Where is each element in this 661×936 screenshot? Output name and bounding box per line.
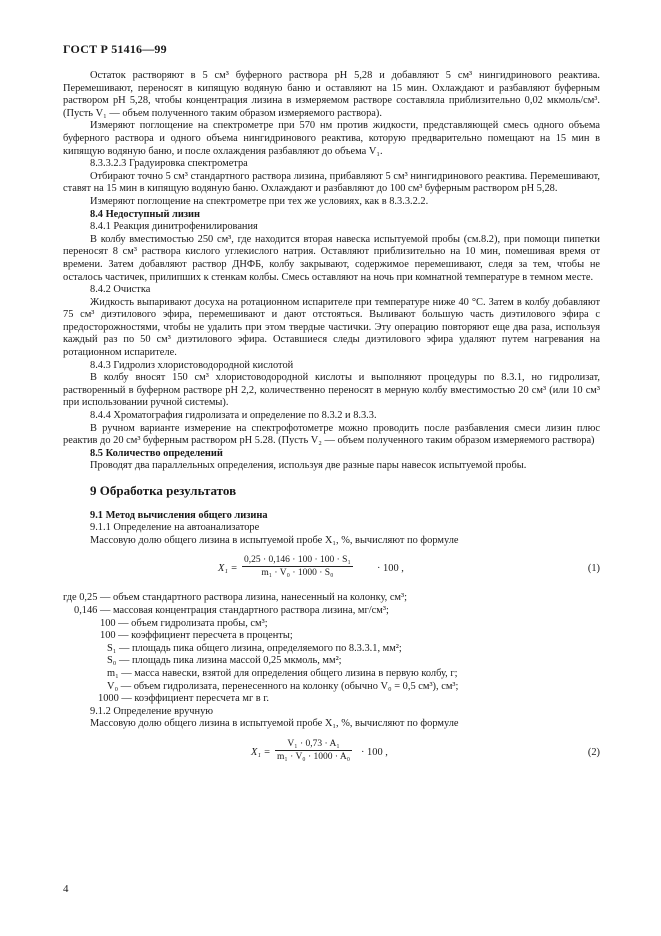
paragraph-list [63,70,600,473]
paragraph: Жидкость выпаривают досуха на ротационном испарителе при температуре ниже 40 °С. Затем в колбу добавляют 75 см³ диэтилового эфира, перемешивают и дают отстояться. Выливают большую часть диэтилового эфира с предосторожностями, чтобы не удалить при этом твердые частички. Эту операцию повторяют еще два раза, используя каждый раз по 50 см³ диэтилового эфира. Оставшиеся следы диэтилового эфира удаляют путем нагревания на ротационном испарителе. [63,296,600,359]
formula-denominator: m₁ · V₀ · 1000 · A₀ [277,751,351,762]
paragraph: В колбу вместимостью 250 см³, где находится вторая навеска испытуемой пробы (см.8.2), при помощи пипетки переносят 8 см³ раствора кислого углекислого натрия. Оставляют приблизительно на 10 мин, помешивая время от времени. Затем добавляют раствор ДНФБ, колбу закрывают, содержимое перемешивают, следя за тем, чтобы не осталось частичек, прилипших к стенкам колбы. Смесь оставляют на ночь при комнатной температуре в темном месте. [63,233,600,283]
paragraph: 8.4.3 Гидролиз хлористоводородной кислотой [90,359,294,371]
paragraph: 8.4 Недоступный лизин [90,208,201,220]
formula-lhs: X₁ = [251,746,271,758]
definition-line: S₁ — площадь пика общего лизина, определяемого по 8.3.3.1, мм²; [107,642,402,654]
paragraph: 8.5 Количество определений [90,447,223,459]
formula-denominator: m₁ · V₀ · 1000 · S₀ [261,568,334,579]
formula-fraction [242,554,353,579]
formula-rhs: · 100 , [377,563,404,575]
paragraph: Остаток растворяют в 5 см³ буферного раствора рН 5,28 и добавляют 5 см³ нингидринового реактива. Перемешивают, переносят в кипящую водяную баню и оставляют на 15 мин. Охлаждают и разбавляют буферным раствором рН 5,28, чтобы концентрация лизина в измеряемом растворе составляла приблизительно 0,02 мкмоль/см³. (Пусть V₁ — объем полученного таким образом измеряемого раствора). [63,70,600,119]
definition-line: 100 — объем гидролизата пробы, см³; [100,617,268,629]
formula-lhs: X₁ = [218,563,238,575]
subsection-title: 9.1.1 Определение на автоанализаторе [90,522,260,534]
definition-line: V₀ — объем гидролизата, перенесенного на колонку (обычно V₀ = 0,5 см³), см³; [107,680,459,692]
definition-line: 100 — коэффициент пересчета в проценты; [100,630,293,642]
formula-numerator: V₁ · 0,73 · A₁ [275,738,352,751]
variable-definitions [63,592,600,705]
paragraph: Измеряют поглощение на спектрометре при тех же условиях, как в 8.3.3.2.2. [90,195,429,207]
paragraph: 8.4.2 Очистка [90,284,151,296]
formula-fraction [275,738,352,763]
paragraph: Проводят два параллельных определения, используя две разные пары навесок испытуемой пробы. [90,460,527,472]
formula-rhs: · 100 , [361,746,388,758]
formula-1 [63,552,600,588]
document-header: ГОСТ Р 51416—99 [63,42,167,56]
document-body [63,70,600,776]
definition-line: 1000 — коэффициент пересчета мг в г. [98,693,269,705]
paragraph: В ручном варианте измерение на спектрофотометре можно проводить после разбавления смеси лизин плюс реактив до 20 см³ буферным раствором рН 5.28. (Пусть V₂ — объем полученного таким образом измеряемого раствора) [63,422,600,447]
paragraph: 8.4.1 Реакция динитрофенилирования [90,221,258,233]
definition-line: где 0,25 — объем стандартного раствора лизина, нанесенный на колонку, см³; [63,592,408,604]
definition-line: 0,146 — массовая концентрация стандартного раствора лизина, мг/см³; [74,604,389,616]
paragraph: В колбу вносят 150 см³ хлористоводородной кислоты и выполняют процедуры по 8.3.1, но гидролизат, растворенный в буферном растворе рН 2,2, количественно переносят в мерную колбу вместимостью 20 см³ (или 10 см³ при использовании ручной системы). [63,372,600,409]
formula-numerator: 0,25 · 0,146 · 100 · 100 · S₁ [244,555,351,566]
paragraph: Измеряют поглощение на спектрометре при 570 нм против жидкости, представляющей смесь одного объема буферного раствора и одного объема нингидринового реактива, которую предварительно помещают на 15 мин в кипящую водяную баню, и после охлаждения разбавляют до объема V₁. [63,120,600,157]
paragraph: Отбирают точно 5 см³ стандартного раствора лизина, прибавляют 5 см³ нингидринового реактива. Перемешивают, ставят на 15 мин в кипящую водяную баню. Охлаждают и разбавляют до 100 см³ буферным раствором рН 5,28. [63,170,600,195]
page-number: 4 [63,883,69,895]
subsection-heading: 9.1 Метод вычисления общего лизина [90,509,268,521]
formula-intro: Массовую долю общего лизина в испытуемой пробе X₁, %, вычисляют по формуле [90,534,459,546]
formula-2 [63,736,600,772]
paragraph: 8.4.4 Хроматография гидролизата и определение по 8.3.2 и 8.3.3. [90,410,377,422]
formula-intro: Массовую долю общего лизина в испытуемой пробе X₁, %, вычисляют по формуле [90,718,459,730]
paragraph: 8.3.3.2.3 Градуировка спектрометра [90,158,248,170]
definition-line: S₀ — площадь пика лизина массой 0,25 мкмоль, мм²; [107,655,342,667]
subsection-title: 9.1.2 Определение вручную [90,705,214,717]
formula-number: (2) [587,746,600,758]
definition-line: m₁ — масса навески, взятой для определения общего лизина в первую колбу, г; [107,667,458,679]
section-heading: 9 Обработка результатов [90,483,237,498]
formula-number: (1) [587,563,600,575]
